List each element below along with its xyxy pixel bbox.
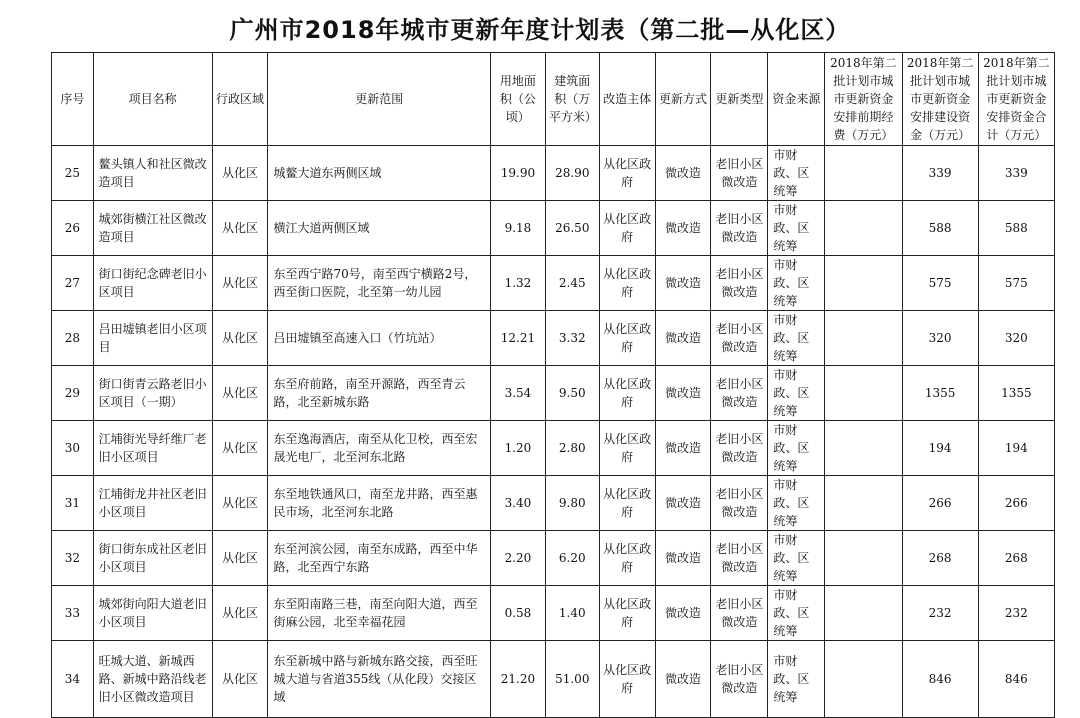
total-funds: 339 bbox=[978, 146, 1054, 201]
project-name: 旺城大道、新城西路、新城中路沿线老旧小区微改造项目 bbox=[93, 641, 212, 718]
update-scope: 东至新城中路与新城东路交接，西至旺城大道与省道355线（从化段）交接区域 bbox=[268, 641, 491, 718]
table-row bbox=[52, 586, 1055, 641]
district: 从化区 bbox=[212, 366, 268, 421]
update-scope: 东至阳南路三巷，南至向阳大道，西至街麻公园，北至幸福花园 bbox=[268, 586, 491, 641]
pre-funds bbox=[825, 256, 902, 311]
total-funds: 266 bbox=[978, 476, 1054, 531]
update-type: 老旧小区微改造 bbox=[711, 146, 768, 201]
land-area: 1.20 bbox=[490, 421, 545, 476]
total-funds: 1355 bbox=[978, 366, 1054, 421]
update-method: 微改造 bbox=[655, 201, 711, 256]
update-method: 微改造 bbox=[655, 421, 711, 476]
total-funds: 588 bbox=[978, 201, 1054, 256]
project-name: 街口街东成社区老旧小区项目 bbox=[93, 531, 212, 586]
row-number: 29 bbox=[52, 366, 94, 421]
header-row bbox=[52, 53, 1055, 146]
header-cell: 更新范围 bbox=[268, 53, 491, 146]
floor-area: 51.00 bbox=[545, 641, 599, 718]
update-type: 老旧小区微改造 bbox=[711, 531, 768, 586]
header-cell: 行政区域 bbox=[212, 53, 268, 146]
pre-funds bbox=[825, 366, 902, 421]
table-row bbox=[52, 531, 1055, 586]
total-funds: 194 bbox=[978, 421, 1054, 476]
floor-area: 26.50 bbox=[545, 201, 599, 256]
update-type: 老旧小区微改造 bbox=[711, 476, 768, 531]
table-row bbox=[52, 476, 1055, 531]
floor-area: 6.20 bbox=[545, 531, 599, 586]
fund-source: 市财政、区统筹 bbox=[768, 641, 825, 718]
build-funds: 232 bbox=[902, 586, 978, 641]
row-number: 28 bbox=[52, 311, 94, 366]
total-funds: 320 bbox=[978, 311, 1054, 366]
table-row bbox=[52, 256, 1055, 311]
district: 从化区 bbox=[212, 531, 268, 586]
land-area: 19.90 bbox=[490, 146, 545, 201]
header-cell: 2018年第二批计划市城市更新资金安排资金合计（万元） bbox=[978, 53, 1054, 146]
update-scope: 东至西宁路70号，南至西宁横路2号，西至街口医院，北至第一幼儿园 bbox=[268, 256, 491, 311]
header-cell: 项目名称 bbox=[93, 53, 212, 146]
update-method: 微改造 bbox=[655, 146, 711, 201]
project-name: 街口街青云路老旧小区项目（一期） bbox=[93, 366, 212, 421]
update-scope: 城鳌大道东两侧区域 bbox=[268, 146, 491, 201]
project-name: 街口街纪念碑老旧小区项目 bbox=[93, 256, 212, 311]
renovation-subject: 从化区政府 bbox=[599, 311, 655, 366]
floor-area: 2.45 bbox=[545, 256, 599, 311]
renovation-subject: 从化区政府 bbox=[599, 476, 655, 531]
floor-area: 28.90 bbox=[545, 146, 599, 201]
fund-source: 市财政、区统筹 bbox=[768, 201, 825, 256]
fund-source: 市财政、区统筹 bbox=[768, 256, 825, 311]
row-number: 27 bbox=[52, 256, 94, 311]
floor-area: 1.40 bbox=[545, 586, 599, 641]
table-row bbox=[52, 311, 1055, 366]
fund-source: 市财政、区统筹 bbox=[768, 311, 825, 366]
header-cell: 资金来源 bbox=[768, 53, 825, 146]
pre-funds bbox=[825, 201, 902, 256]
row-number: 31 bbox=[52, 476, 94, 531]
renovation-subject: 从化区政府 bbox=[599, 641, 655, 718]
update-method: 微改造 bbox=[655, 256, 711, 311]
district: 从化区 bbox=[212, 586, 268, 641]
update-type: 老旧小区微改造 bbox=[711, 201, 768, 256]
project-name: 城郊街向阳大道老旧小区项目 bbox=[93, 586, 212, 641]
update-method: 微改造 bbox=[655, 311, 711, 366]
fund-source: 市财政、区统筹 bbox=[768, 586, 825, 641]
build-funds: 846 bbox=[902, 641, 978, 718]
table-row bbox=[52, 201, 1055, 256]
build-funds: 266 bbox=[902, 476, 978, 531]
row-number: 33 bbox=[52, 586, 94, 641]
total-funds: 268 bbox=[978, 531, 1054, 586]
fund-source: 市财政、区统筹 bbox=[768, 421, 825, 476]
build-funds: 588 bbox=[902, 201, 978, 256]
build-funds: 575 bbox=[902, 256, 978, 311]
table-row bbox=[52, 366, 1055, 421]
header-cell: 更新方式 bbox=[655, 53, 711, 146]
district: 从化区 bbox=[212, 201, 268, 256]
land-area: 2.20 bbox=[490, 531, 545, 586]
district: 从化区 bbox=[212, 641, 268, 718]
pre-funds bbox=[825, 311, 902, 366]
row-number: 34 bbox=[52, 641, 94, 718]
fund-source: 市财政、区统筹 bbox=[768, 146, 825, 201]
update-scope: 东至府前路，南至开源路，西至青云路，北至新城东路 bbox=[268, 366, 491, 421]
table-row bbox=[52, 641, 1055, 718]
update-scope: 横江大道两侧区域 bbox=[268, 201, 491, 256]
land-area: 0.58 bbox=[490, 586, 545, 641]
project-name: 江埔街龙井社区老旧小区项目 bbox=[93, 476, 212, 531]
build-funds: 339 bbox=[902, 146, 978, 201]
update-type: 老旧小区微改造 bbox=[711, 311, 768, 366]
project-name: 城郊街横江社区微改造项目 bbox=[93, 201, 212, 256]
header-cell: 序号 bbox=[52, 53, 94, 146]
project-name: 江埔街光导纤维厂老旧小区项目 bbox=[93, 421, 212, 476]
build-funds: 1355 bbox=[902, 366, 978, 421]
update-scope: 东至河滨公园，南至东成路，西至中华路，北至西宁东路 bbox=[268, 531, 491, 586]
update-method: 微改造 bbox=[655, 641, 711, 718]
floor-area: 9.50 bbox=[545, 366, 599, 421]
page-title: 广州市2018年城市更新年度计划表（第二批—从化区） bbox=[229, 16, 851, 44]
update-type: 老旧小区微改造 bbox=[711, 586, 768, 641]
update-type: 老旧小区微改造 bbox=[711, 641, 768, 718]
renovation-subject: 从化区政府 bbox=[599, 531, 655, 586]
update-scope: 吕田墟镇至高速入口（竹坑站） bbox=[268, 311, 491, 366]
header-cell: 用地面积（公顷） bbox=[490, 53, 545, 146]
district: 从化区 bbox=[212, 311, 268, 366]
table-row bbox=[52, 421, 1055, 476]
row-number: 25 bbox=[52, 146, 94, 201]
header-cell: 2018年第二批计划市城市更新资金安排前期经费（万元） bbox=[825, 53, 902, 146]
update-type: 老旧小区微改造 bbox=[711, 421, 768, 476]
project-name: 吕田墟镇老旧小区项目 bbox=[93, 311, 212, 366]
renovation-subject: 从化区政府 bbox=[599, 586, 655, 641]
update-scope: 东至地铁通风口，南至龙井路，西至惠民市场，北至河东北路 bbox=[268, 476, 491, 531]
fund-source: 市财政、区统筹 bbox=[768, 531, 825, 586]
land-area: 12.21 bbox=[490, 311, 545, 366]
land-area: 3.40 bbox=[490, 476, 545, 531]
pre-funds bbox=[825, 531, 902, 586]
pre-funds bbox=[825, 146, 902, 201]
header-cell: 改造主体 bbox=[599, 53, 655, 146]
floor-area: 2.80 bbox=[545, 421, 599, 476]
update-type: 老旧小区微改造 bbox=[711, 256, 768, 311]
update-method: 微改造 bbox=[655, 476, 711, 531]
fund-source: 市财政、区统筹 bbox=[768, 476, 825, 531]
renovation-subject: 从化区政府 bbox=[599, 201, 655, 256]
district: 从化区 bbox=[212, 476, 268, 531]
build-funds: 268 bbox=[902, 531, 978, 586]
header-cell: 建筑面积（万平方米） bbox=[545, 53, 599, 146]
land-area: 9.18 bbox=[490, 201, 545, 256]
district: 从化区 bbox=[212, 146, 268, 201]
total-funds: 846 bbox=[978, 641, 1054, 718]
total-funds: 232 bbox=[978, 586, 1054, 641]
fund-source: 市财政、区统筹 bbox=[768, 366, 825, 421]
update-method: 微改造 bbox=[655, 586, 711, 641]
update-scope: 东至逸海酒店，南至从化卫校，西至宏晟光电厂，北至河东北路 bbox=[268, 421, 491, 476]
total-funds: 575 bbox=[978, 256, 1054, 311]
renovation-subject: 从化区政府 bbox=[599, 256, 655, 311]
build-funds: 320 bbox=[902, 311, 978, 366]
renovation-subject: 从化区政府 bbox=[599, 366, 655, 421]
project-name: 鳌头镇人和社区微改造项目 bbox=[93, 146, 212, 201]
build-funds: 194 bbox=[902, 421, 978, 476]
row-number: 32 bbox=[52, 531, 94, 586]
row-number: 30 bbox=[52, 421, 94, 476]
row-number: 26 bbox=[52, 201, 94, 256]
renovation-subject: 从化区政府 bbox=[599, 146, 655, 201]
floor-area: 3.32 bbox=[545, 311, 599, 366]
header-cell: 2018年第二批计划市城市更新资金安排建设资金（万元） bbox=[902, 53, 978, 146]
land-area: 21.20 bbox=[490, 641, 545, 718]
pre-funds bbox=[825, 641, 902, 718]
renovation-subject: 从化区政府 bbox=[599, 421, 655, 476]
district: 从化区 bbox=[212, 256, 268, 311]
update-method: 微改造 bbox=[655, 531, 711, 586]
land-area: 3.54 bbox=[490, 366, 545, 421]
pre-funds bbox=[825, 421, 902, 476]
table-row bbox=[52, 146, 1055, 201]
update-type: 老旧小区微改造 bbox=[711, 366, 768, 421]
header-cell: 更新类型 bbox=[711, 53, 768, 146]
district: 从化区 bbox=[212, 421, 268, 476]
pre-funds bbox=[825, 476, 902, 531]
plan-table bbox=[51, 52, 1055, 718]
pre-funds bbox=[825, 586, 902, 641]
floor-area: 9.80 bbox=[545, 476, 599, 531]
land-area: 1.32 bbox=[490, 256, 545, 311]
update-method: 微改造 bbox=[655, 366, 711, 421]
